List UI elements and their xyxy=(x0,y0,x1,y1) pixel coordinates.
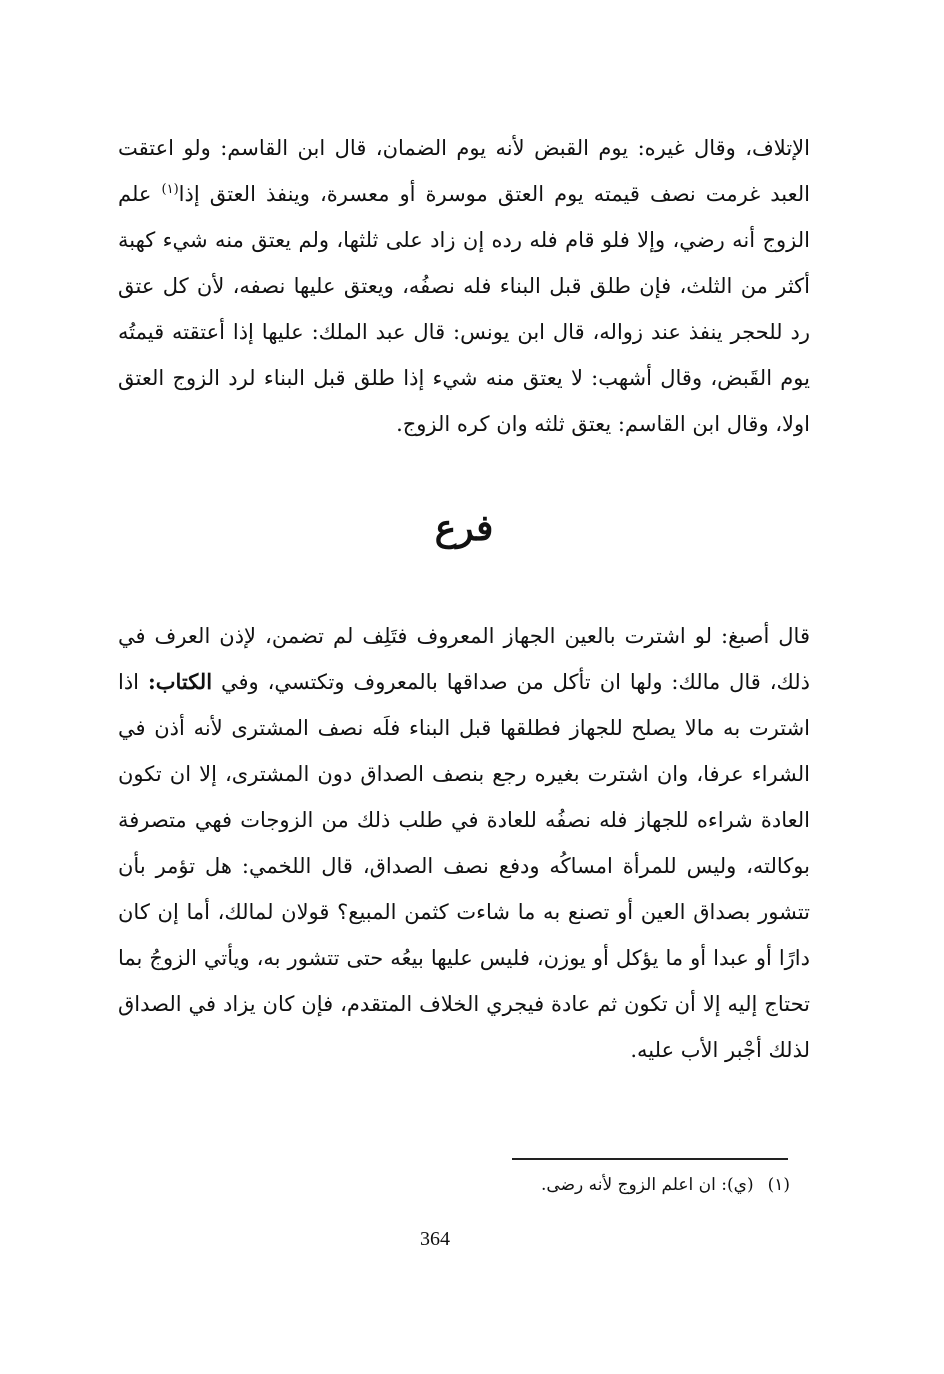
paragraph-2 xyxy=(118,613,810,1073)
section-heading: فرع xyxy=(434,507,494,549)
footnote-marker: (١) xyxy=(161,182,179,197)
paragraph-2-text-a: قال أصبغ: لو اشترت بالعين الجهاز المعروف فتَلِف لم تضمن، لإذن العرف في ذلك، قال مالك: ولها ان تأكل من صداقها بالمعروف وتكتسي، وفي xyxy=(118,624,810,694)
footnote-text: (ي): ان اعلم الزوج لأنه رضى. xyxy=(541,1175,754,1195)
footnote-divider xyxy=(512,1158,788,1160)
paragraph-1-text-a: الإتلاف، وقال غيره: يوم القبض لأنه يوم الضمان، قال ابن القاسم: ولو اعتقت العبد غرمت نصف قيمته يوم العتق موسرة أو معسرة، وينفذ العتق إذا xyxy=(118,136,810,206)
paragraph-2-bold-term: الكتاب: xyxy=(147,669,213,694)
paragraph-1-text-b: علم الزوج أنه رضي، وإلا فلو قام فله رده إن زاد على ثلثها، ولم يعتق منه شيء كهبة أكثر من الثلث، فإن طلق قبل البناء فله نصفُه، ويعتق عليها نصفه، لأن كل عتق رد للحجر ينفذ عند زواله، قال ابن يونس: قال عبد الملك: عليها إذا أعتقته قيمتُه يوم القَبض، وقال أشهب: لا يعتق منه شيء إذا طلق قبل البناء لرد الزوج العتق اولا، وقال ابن القاسم: يعتق ثلثه وان كره الزوج. xyxy=(118,182,810,436)
page-number: 364 xyxy=(420,1228,450,1250)
paragraph-2-text-b: اذا اشترت به مالا يصلح للجهاز فطلقها قبل البناء فلَه نصف المشترى لأنه أذن في الشراء عرفا، وان اشترت بغيره رجع بنصف الصداق دون المشترى، إلا ان تكون العادة شراءه للجهاز فله نصفُه للعادة في طلب ذلك من الزوجات فهي متصرفة بوكالته، وليس للمرأة امساكُه ودفع نصف الصداق، قال اللخمي: هل تؤمر بأن تتشور بصداق العين أو تصنع به ما شاءت كثمن المبيع؟ قولان لمالك، أما إن كان دارًا أو عبدا أو ما يؤكل أو يوزن، فليس عليها بيعُه حتى تتشور به، ويأتي الزوجُ بما تحتاج إليه إلا أن تكون ثم عادة فيجري الخلاف المتقدم، فإن كان يزاد في الصداق لذلك أجْبر الأب عليه. xyxy=(118,670,811,1062)
footnote xyxy=(118,1170,790,1200)
footnote-number: (١) xyxy=(767,1175,790,1195)
paragraph-1 xyxy=(118,125,810,447)
